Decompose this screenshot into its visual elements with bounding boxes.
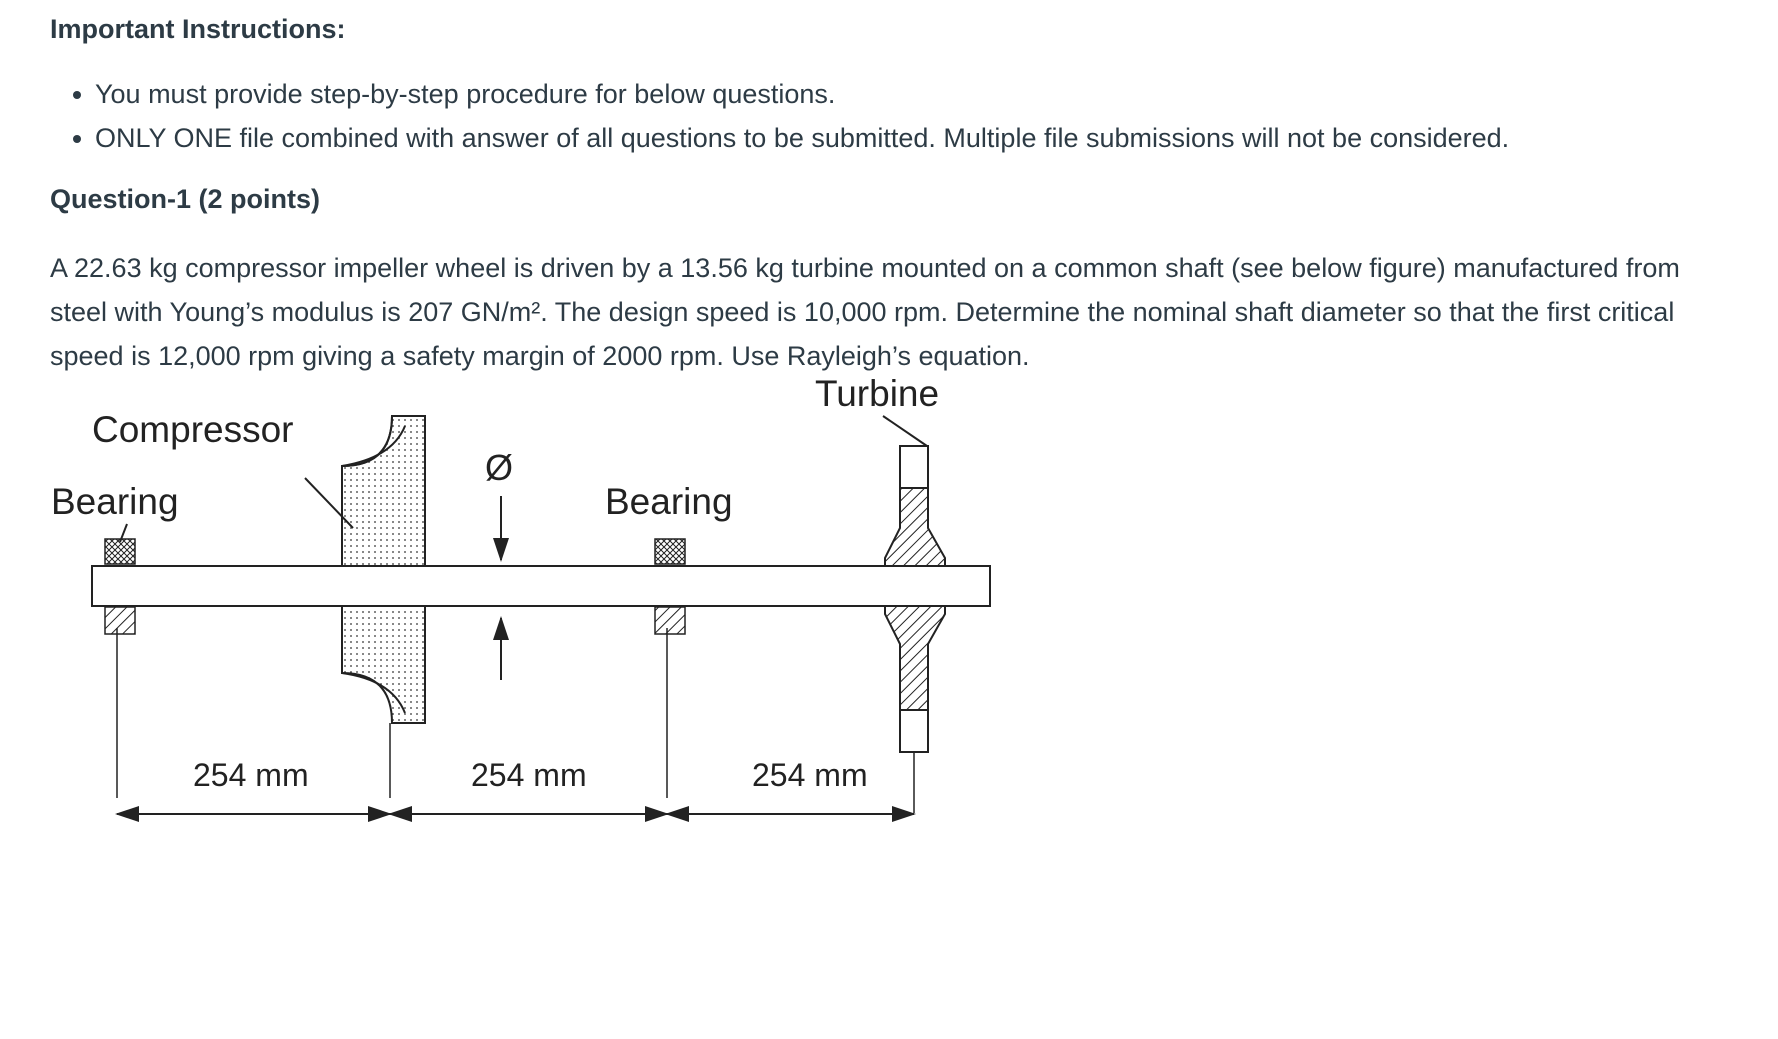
dimension-label-1: 254 mm <box>193 757 309 793</box>
instructions-heading: Important Instructions: <box>50 14 346 44</box>
bullet-icon <box>73 135 81 143</box>
diameter-symbol: Ø <box>485 447 514 488</box>
instruction-text: ONLY ONE file combined with answer of all questions to be submitted. Multiple file submissions will not be considered. <box>95 123 1510 153</box>
instruction-item <box>50 116 1509 160</box>
turbine-label: Turbine <box>815 373 940 414</box>
shaft-figure <box>51 373 1005 938</box>
question-body: A 22.63 kg compressor impeller wheel is driven by a 13.56 kg turbine mounted on a common shaft (see below figure) manufactured from steel with Young’s modulus is 207 GN/m². The design speed is 10,000 rpm. Determine the nominal shaft diameter so that the first critical speed is 12,000 rpm giving a safety margin of 2000 rpm. Use Rayleigh’s equation. <box>50 253 1680 371</box>
dimension-label-3: 254 mm <box>752 757 868 793</box>
shaft <box>92 566 990 606</box>
bearing-left-label: Bearing <box>51 481 179 522</box>
turbine-wheel <box>885 446 945 813</box>
bearing-right-label: Bearing <box>605 481 733 522</box>
bullet-icon <box>73 91 81 99</box>
turbine-leader-line <box>883 416 927 446</box>
instruction-text: You must provide step-by-step procedure for below questions. <box>95 79 836 109</box>
compressor-impeller <box>342 416 425 798</box>
question-heading: Question-1 (2 points) <box>50 184 320 214</box>
instruction-item <box>50 72 1509 116</box>
dimension-label-2: 254 mm <box>471 757 587 793</box>
compressor-label: Compressor <box>92 409 294 450</box>
instructions-list <box>50 72 1509 160</box>
shaft-diagram <box>51 373 1005 938</box>
